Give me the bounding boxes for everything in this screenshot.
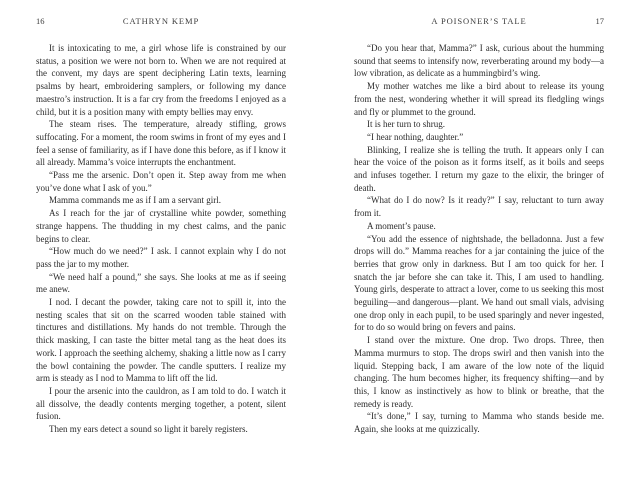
paragraph: “You add the essence of nightshade, the belladonna. Just a few drops will do.” Mamma reaches for a jar containing the juice of the berries that grow only in darkness. But I am too quick for her. I snatch the jar before she can take it. This, I am used to handling. Young girls, desperate to attract a lover, come to us seeking this most beguiling—and dangerous—plant. We hand out small vials, advising one drop only in each pupil, to be used sparingly and never ingested, for to do so would bring on fevers and pains. [354,233,604,333]
paragraph: It is her turn to shrug. [367,119,445,130]
title-running-head: A POISONER’S TALE [431,16,527,26]
paragraph: My mother watches me like a bird about to release its young from the nest, wondering whether it will spread its fledgling wings and fly or plummet to the ground. [354,81,604,117]
paragraph: It is intoxicating to me, a girl whose life is constrained by our status, a position we were not born to. When we are not required at the convent, my days are spent deciphering Latin texts, learning psalms by heart, embroidering samplers, or following my dance maestro’s instruction. It is a far cry from the freedoms I enjoyed as a child, but it is a position many with empty bellies may envy. [36,43,286,117]
paragraph: Then my ears detect a sound so light it barely registers. [49,424,248,435]
author-running-head: CATHRYN KEMP [122,16,200,26]
paragraph: I stand over the mixture. One drop. Two drops. Three, then Mamma murmurs to stop. The drops swirl and then vanish into the liquid. Stepping back, I am aware of the low note of the liquid changing. The hum becomes higher, its frequency shifting—and by this, I know as instinctively as how to blink or breathe, that the remedy is ready. [354,335,604,409]
paragraph: “We need half a pound,” she says. She looks at me as if seeing me anew. [36,271,286,295]
paragraph: I nod. I decant the powder, taking care not to spill it, into the nesting scales that sit on the scarred wooden table stained with tinctures and distillations. My hands do not tremble. Through the thick masking, I can taste the bitter metal tang as the heat does its work. I approach the seething alchemy, shaking a little now as I carry the bowl containing the powder. The candle sputters. I realize my arm is steady as I nod to Mamma to lift off the lid. [36,297,286,384]
right-page[interactable] [320,0,640,480]
left-running-head [36,16,286,27]
paragraph: “Do you hear that, Mamma?” I ask, curious about the humming sound that seems to intensify now, reverberating around my body—a low vibration, as delicate as a hummingbird’s wing. [354,43,604,79]
right-page-number: 17 [595,16,604,26]
paragraph: Blinking, I realize she is telling the truth. It appears only I can hear the voice of the poison as it forms itself, as it boils and seeps and infuses together. I return my gaze to the elixir, the bringer of death. [354,144,604,193]
right-page-body [354,42,604,436]
paragraph: “What do I do now? Is it ready?” I say, reluctant to turn away from it. [354,195,604,219]
paragraph: I pour the arsenic into the cauldron, as I am told to do. I watch it all dissolve, the deadly contents merging together, a potent, silent fusion. [36,385,286,422]
paragraph: “I hear nothing, daughter.” [367,131,464,142]
left-page-number: 16 [36,16,45,26]
paragraph: “How much do we need?” I ask. I cannot explain why I do not pass the jar to my mother. [36,246,286,269]
paragraph: The steam rises. The temperature, already stifling, grows suffocating. For a moment, the room swims in front of my eyes and I feel a sense of familiarity, as if I have done this before, as if I know it all already. Mamma’s voice interrupts the enchantment. [36,119,286,168]
paragraph: “Pass me the arsenic. Don’t open it. Step away from me when you’ve done what I ask of you.” [36,170,286,193]
paragraph: As I reach for the jar of crystalline white powder, something strange happens. The thudding in my chest calms, and the panic begins to clear. [36,208,286,244]
paragraph: A moment’s pause. [367,220,436,231]
right-running-head [354,16,604,27]
paragraph: “It’s done,” I say, turning to Mamma who stands beside me. Again, she looks at me quizzically. [354,411,604,435]
paragraph: Mamma commands me as if I am a servant girl. [49,195,221,206]
left-page-body [36,42,286,436]
